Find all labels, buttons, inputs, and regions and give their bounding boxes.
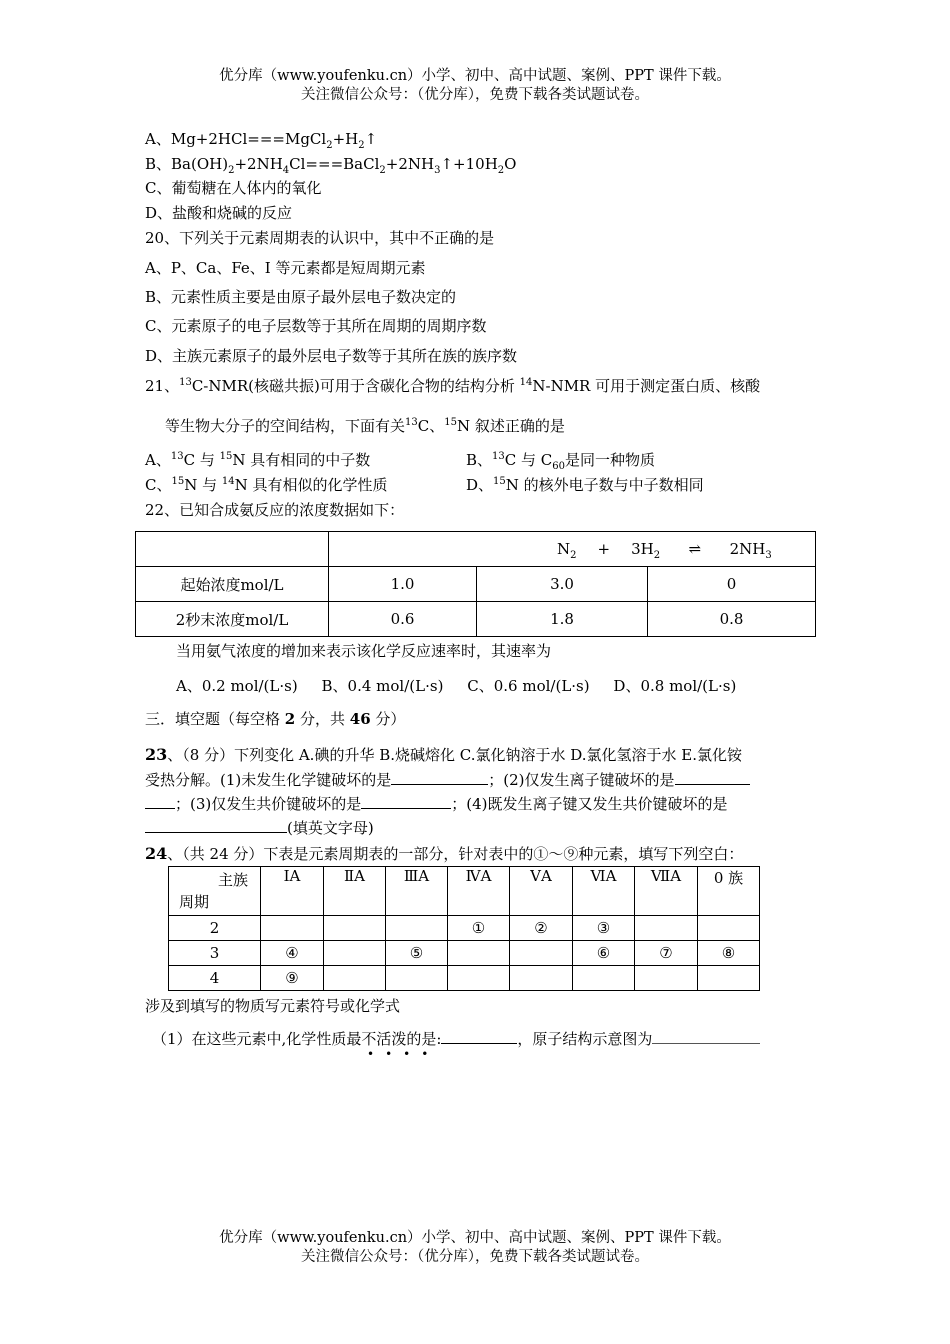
- element-cell: [324, 916, 386, 941]
- header-line-1: 优分库（www.youfenku.cn）小学、初中、高中试题、案例、PPT 课件下载。: [219, 68, 731, 84]
- group-header: 0 族: [698, 867, 760, 916]
- row-label: 2秒末浓度mol/L: [136, 602, 329, 637]
- group-header: ⅤA: [510, 867, 573, 916]
- table-row: [136, 567, 816, 602]
- corner-cell: 主族 周期: [169, 867, 261, 916]
- period-label: 3: [169, 941, 261, 966]
- element-cell: [698, 916, 760, 941]
- table-row: [169, 966, 760, 991]
- q19-option-a: A、$Mg+2HCl===MgCl_2+H_2↑$: [145, 130, 378, 151]
- element-cell: [635, 966, 698, 991]
- q20-option-a: A、P、Ca、Fe、I 等元素都是短周期元素: [145, 259, 426, 277]
- element-cell: [386, 966, 448, 991]
- q21-option-c: C、$^{15}$N 与 $^{14}$N 具有相似的化学性质: [145, 476, 388, 494]
- value-cell: 3.0: [477, 567, 648, 602]
- blank-4[interactable]: [145, 817, 287, 833]
- q19-option-c: C、葡萄糖在人体内的氧化: [145, 179, 322, 197]
- period-label: 2: [169, 916, 261, 941]
- q23-line2: 受热分解。(1)未发生化学键破坏的是 ；(2)仅发生离子键破坏的是: [145, 769, 750, 790]
- blank-q24-1b[interactable]: [652, 1028, 760, 1044]
- value-cell: 1.8: [477, 602, 648, 637]
- empty-cell: [136, 532, 329, 567]
- q19-option-d: D、盐酸和烧碱的反应: [145, 204, 293, 222]
- period-label: 4: [169, 966, 261, 991]
- footer-line-2: 关注微信公众号：（优分库），免费下载各类试题试卷。: [301, 1249, 649, 1265]
- value-cell: 1.0: [329, 567, 477, 602]
- table-row: [169, 941, 760, 966]
- section-3-title: 三．填空题（每空格 2 分，共 46 分）: [145, 710, 406, 728]
- header-line-2: 关注微信公众号：（优分库），免费下载各类试题试卷。: [301, 87, 649, 103]
- table-row: [169, 916, 760, 941]
- element-cell: [510, 966, 573, 991]
- reaction-equation: $N_2 + 3H_2$ ⇌ $2NH_3$: [329, 532, 816, 567]
- element-cell: ⑨: [261, 966, 324, 991]
- group-header: ⅠA: [261, 867, 324, 916]
- periodic-table: [168, 866, 760, 991]
- element-cell: ⑤: [386, 941, 448, 966]
- q24-stem: 24、（共 24 分）下表是元素周期表的一部分，针对表中的①～⑨种元素，填写下列空白：: [145, 844, 744, 863]
- q24-question-1: （1）在这些元素中,化学性质最不活泼的是: ，原子结构示意图为: [152, 1028, 760, 1049]
- emphasis-dots: ••••: [367, 1047, 440, 1061]
- element-cell: ①: [448, 916, 510, 941]
- element-cell: [324, 966, 386, 991]
- blank-3[interactable]: [361, 793, 451, 809]
- table-row: [136, 602, 816, 637]
- q22-options: A、0.2 mol/(L·s) B、0.4 mol/(L·s) C、0.6 mol/(L·s) D、0.8 mol/(L·s): [176, 677, 737, 695]
- blank-2-cont[interactable]: [145, 793, 175, 809]
- element-cell: ⑥: [573, 941, 635, 966]
- q23-line1: 23、（8 分）下列变化 A.碘的升华 B.烧碱熔化 C.氯化钠溶于水 D.氯化氢溶于水 E.氯化铵: [145, 745, 743, 764]
- value-cell: 0.6: [329, 602, 477, 637]
- element-cell: [573, 966, 635, 991]
- blank-1[interactable]: [391, 769, 488, 785]
- value-cell: 0.8: [648, 602, 816, 637]
- ammonia-table: [135, 531, 816, 637]
- q21-option-d: D、$^{15}$N 的核外电子数与中子数相同: [466, 476, 704, 494]
- q21-stem-line1: 21、$^{13}$C-NMR(核磁共振)可用于含碳化合物的结构分析 $^{14}$N-NMR 可用于测定蛋白质、核酸: [145, 377, 761, 395]
- footer-line-1: 优分库（www.youfenku.cn）小学、初中、高中试题、案例、PPT 课件下载。: [219, 1230, 731, 1246]
- blank-q24-1a[interactable]: [441, 1028, 517, 1044]
- element-cell: ③: [573, 916, 635, 941]
- q21-stem-line2: 等生物大分子的空间结构，下面有关$^{13}$C、$^{15}$N 叙述正确的是: [165, 417, 565, 435]
- element-cell: [386, 916, 448, 941]
- group-header: ⅢA: [386, 867, 448, 916]
- q20-stem: 20、下列关于元素周期表的认识中，其中不正确的是: [145, 229, 495, 247]
- group-header: ⅥA: [573, 867, 635, 916]
- element-cell: [324, 941, 386, 966]
- element-cell: ④: [261, 941, 324, 966]
- element-cell: [448, 966, 510, 991]
- group-header: ⅣA: [448, 867, 510, 916]
- blank-2[interactable]: [675, 769, 750, 785]
- q22-stem: 22、已知合成氨反应的浓度数据如下：: [145, 501, 405, 519]
- element-cell: [448, 941, 510, 966]
- q21-option-a: A、$^{13}$C 与 $^{15}$N 具有相同的中子数: [145, 451, 371, 469]
- element-cell: [510, 941, 573, 966]
- q20-option-d: D、主族元素原子的最外层电子数等于其所在族的族序数: [145, 347, 518, 365]
- q23-line3: ；(3)仅发生共价键破坏的是 ；(4)既发生离子键又发生共价键破坏的是: [145, 793, 728, 814]
- q21-option-b: B、$^{13}$C 与 $C_{60}$是同一种物质: [466, 451, 656, 472]
- q20-option-b: B、元素性质主要是由原子最外层电子数决定的: [145, 288, 457, 306]
- group-header: ⅦA: [635, 867, 698, 916]
- q19-option-b: B、$Ba(OH)_2+2NH_4Cl===BaCl_2+2NH_3↑+10H_2O$: [145, 155, 517, 176]
- element-cell: [698, 966, 760, 991]
- value-cell: 0: [648, 567, 816, 602]
- element-cell: ②: [510, 916, 573, 941]
- element-cell: ⑦: [635, 941, 698, 966]
- q23-line4: (填英文字母): [145, 817, 374, 838]
- row-label: 起始浓度mol/L: [136, 567, 329, 602]
- q20-option-c: C、元素原子的电子层数等于其所在周期的周期序数: [145, 317, 487, 335]
- group-header: ⅡA: [324, 867, 386, 916]
- q24-note: 涉及到填写的物质写元素符号或化学式: [145, 997, 401, 1015]
- element-cell: [635, 916, 698, 941]
- element-cell: ⑧: [698, 941, 760, 966]
- element-cell: [261, 916, 324, 941]
- q22-ask: 当用氨气浓度的增加来表示该化学反应速率时，其速率为: [176, 642, 552, 660]
